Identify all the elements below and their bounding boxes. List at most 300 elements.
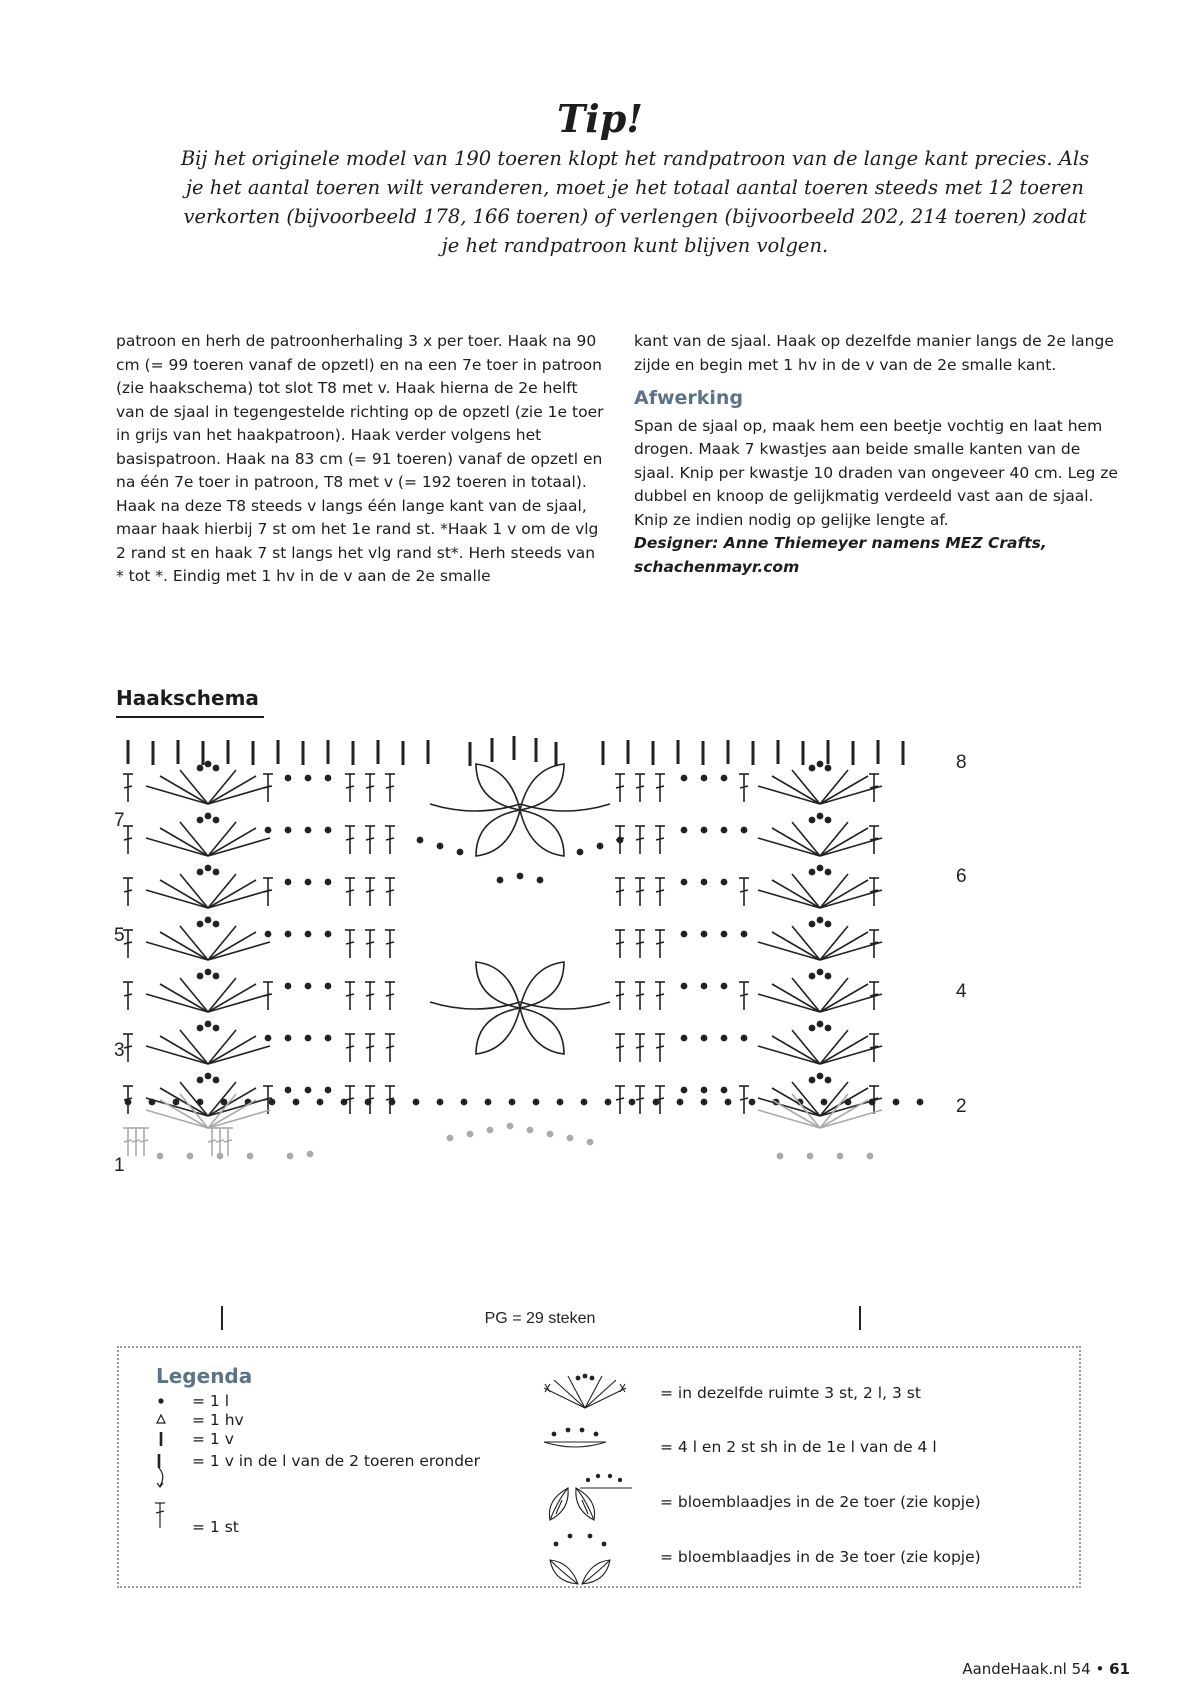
double-crochet-symbol [386, 1046, 394, 1048]
chain-symbol [817, 865, 824, 872]
chain-symbol [837, 1153, 844, 1160]
double-crochet-symbol [616, 994, 624, 996]
shell-symbol [792, 978, 820, 1012]
right-column-text: kant van de sjaal. Haak op dezelfde manier langs de 2e lange zijde en begin met 1 hv in de v van de 2e smalle kant. [634, 332, 1114, 374]
chain-symbol [317, 1099, 324, 1106]
shell-symbol [208, 776, 256, 804]
shell-symbol [820, 994, 882, 1012]
shell-symbol [772, 880, 820, 908]
petal-symbol [430, 1002, 520, 1009]
chain-symbol [213, 1025, 220, 1032]
row-label-5: 5 [114, 925, 125, 946]
double-crochet-symbol [208, 1140, 216, 1142]
shell-symbol [208, 838, 270, 856]
double-crochet-symbol [366, 838, 374, 840]
shell-symbol [820, 1036, 868, 1064]
tip-text: Bij het originele model van 190 toeren klopt het randpatroon van de lange kant precies. Als je het aantal toeren wilt veranderen, moet je het totaal aantal toeren steeds met 12 toeren verkorten (bijvoorbeeld 178, 166 toeren) of verlengen (bijvoorbeeld 202, 214 toeren) zodat je het randpatroon kunt blijven volgen. [180, 147, 1090, 257]
chain-symbol [725, 1099, 732, 1106]
chain-symbol [817, 969, 824, 976]
chain-symbol [825, 869, 832, 876]
shell-symbol [180, 978, 208, 1012]
right-column [634, 330, 1124, 579]
legend-item-petals-row3: = bloemblaadjes in de 3e toer (zie kopje) [660, 1548, 981, 1566]
chain-symbol [293, 1099, 300, 1106]
shell-symbol [160, 828, 208, 856]
chain-symbol [285, 1087, 292, 1094]
shell-symbol [820, 822, 848, 856]
shell-symbol [820, 770, 848, 804]
double-crochet-symbol [636, 994, 644, 996]
legend-item-slip-stitch: = 1 hv [192, 1411, 244, 1429]
shell-symbol [820, 1046, 882, 1064]
shell-symbol [180, 874, 208, 908]
double-crochet-symbol [740, 890, 748, 892]
diagram-title: Haakschema [116, 686, 264, 718]
shell-symbol [160, 1036, 208, 1064]
shell-symbol [820, 1030, 848, 1064]
chain-symbol [213, 869, 220, 876]
chain-symbol [721, 879, 728, 886]
shell-symbol [146, 942, 208, 960]
magazine-name: AandeHaak.nl 54 [962, 1660, 1091, 1678]
double-crochet-symbol [386, 994, 394, 996]
chain-symbol [417, 837, 424, 844]
chain-symbol [305, 775, 312, 782]
chain-symbol [205, 917, 212, 924]
chain-symbol [305, 827, 312, 834]
chain-symbol [721, 775, 728, 782]
chain-symbol [325, 827, 332, 834]
chain-symbol [205, 865, 212, 872]
double-crochet-symbol [616, 786, 624, 788]
chain-symbol [205, 813, 212, 820]
chain-symbol [587, 1139, 594, 1146]
double-crochet-symbol [346, 890, 354, 892]
petal-symbol [430, 804, 520, 811]
slip-stitch-icon [154, 1412, 168, 1426]
chain-symbol [287, 1153, 294, 1160]
shell-symbol [792, 822, 820, 856]
chain-symbol [213, 921, 220, 928]
double-crochet-symbol [366, 786, 374, 788]
shell-symbol [208, 874, 236, 908]
chain-symbol [197, 1099, 204, 1106]
double-crochet-symbol [386, 838, 394, 840]
shell-symbol [146, 786, 208, 804]
chain-symbol [461, 1099, 468, 1106]
shell-symbol [792, 874, 820, 908]
shell-symbol [208, 828, 256, 856]
chain-symbol [217, 1153, 224, 1160]
chain-symbol [325, 983, 332, 990]
double-crochet-symbol [386, 890, 394, 892]
double-crochet-symbol [124, 786, 132, 788]
shell-symbol [820, 984, 868, 1012]
long-single-crochet-icon [152, 1452, 174, 1490]
chain-symbol [825, 973, 832, 980]
chain-symbol [741, 931, 748, 938]
double-crochet-symbol [124, 838, 132, 840]
chain-symbol [681, 879, 688, 886]
chain-symbol [437, 843, 444, 850]
chain-symbol [597, 843, 604, 850]
shell-symbol [146, 994, 208, 1012]
chain-symbol [285, 931, 292, 938]
shell-symbol [820, 932, 868, 960]
chain-symbol [487, 1127, 494, 1134]
chain-symbol [821, 1099, 828, 1106]
left-column-text: patroon en herh de patroonherhaling 3 x per toer. Haak na 90 cm (= 99 toeren vanaf de opzetl) en na een 7e toer in patroon (zie haakschema) tot slot T8 met v. Haak hierna de 2e helft van de sjaal in tegengestelde richting op de opzetl (zie 1e toer in grijs van het haakpatroon). Haak verder volgens het basispatroon. Haak na 83 cm (= 91 toeren) vanaf de opzetl en na één 7e toer in patroon, T8 met v (= 192 toeren in totaal). Haak na deze T8 steeds v langs één lange kant van de sjaal, maar haak hierbij 7 st om het 1e rand st. *Haak 1 v om de vlg 2 rand st en haak 7 st langs het vlg rand st*. Herh steeds van * tot *. Eindig met 1 hv in de v aan de 2e smalle [116, 332, 604, 585]
chain-symbol [701, 827, 708, 834]
tip-title: Tip! [557, 96, 643, 141]
chain-symbol [917, 1099, 924, 1106]
row-label-3: 3 [114, 1040, 125, 1061]
double-crochet-symbol [366, 1046, 374, 1048]
legend-item-chain-group: = 4 l en 2 st sh in de 1e l van de 4 l [660, 1438, 937, 1456]
left-column [116, 330, 606, 589]
chain-symbol [721, 1035, 728, 1042]
double-crochet-symbol [366, 890, 374, 892]
shell-symbol [820, 880, 868, 908]
chain-symbol [205, 1021, 212, 1028]
shell-icon [540, 1372, 630, 1412]
chain-symbol [187, 1153, 194, 1160]
chain-symbol [413, 1099, 420, 1106]
row-label-4: 4 [956, 981, 967, 1002]
chain-group-icon [540, 1426, 610, 1452]
petal-symbol [520, 1002, 610, 1009]
double-crochet-symbol [616, 1046, 624, 1048]
chain-symbol [341, 1099, 348, 1106]
chain-symbol [265, 931, 272, 938]
chain-symbol [681, 775, 688, 782]
shell-symbol [208, 822, 236, 856]
petal-symbol [476, 810, 520, 856]
page-number: 61 [1109, 1660, 1130, 1678]
shell-symbol [208, 1046, 270, 1064]
double-crochet-symbol [386, 786, 394, 788]
chain-symbol [265, 1035, 272, 1042]
chain-symbol [741, 827, 748, 834]
legend-title: Legenda [156, 1364, 253, 1388]
double-crochet-symbol [264, 786, 272, 788]
chain-symbol [721, 983, 728, 990]
chain-symbol [305, 983, 312, 990]
shell-symbol [180, 926, 208, 960]
chain-symbol [547, 1131, 554, 1138]
chain-symbol [269, 1099, 276, 1106]
petal-symbol [520, 1008, 564, 1054]
petal-symbol [520, 810, 564, 856]
chain-symbol [149, 1099, 156, 1106]
chain-symbol [557, 1099, 564, 1106]
shell-symbol [792, 926, 820, 960]
double-crochet-symbol [346, 838, 354, 840]
shell-symbol [792, 770, 820, 804]
chain-symbol [197, 921, 204, 928]
shell-symbol [758, 1046, 820, 1064]
page-footer [962, 1660, 1130, 1678]
chain-symbol [681, 1035, 688, 1042]
shell-symbol [208, 994, 270, 1012]
shell-symbol [772, 984, 820, 1012]
double-crochet-symbol [636, 942, 644, 944]
chain-symbol [485, 1099, 492, 1106]
chain-symbol [305, 1087, 312, 1094]
chain-symbol [809, 869, 816, 876]
row-label-6: 6 [956, 866, 967, 887]
chain-symbol [653, 1099, 660, 1106]
chain-symbol [213, 1077, 220, 1084]
shell-symbol [208, 880, 256, 908]
chain-symbol [285, 1035, 292, 1042]
chain-symbol [457, 849, 464, 856]
chain-symbol [509, 1099, 516, 1106]
petal-symbol [476, 764, 520, 810]
double-crochet-symbol [264, 890, 272, 892]
double-crochet-symbol [264, 994, 272, 996]
chain-symbol [527, 1127, 534, 1134]
chain-symbol [809, 921, 816, 928]
chain-symbol [867, 1153, 874, 1160]
chain-symbol [533, 1099, 540, 1106]
chain-symbol [537, 877, 544, 884]
petal-symbol [520, 764, 564, 810]
shell-symbol [758, 994, 820, 1012]
chain-symbol [741, 1035, 748, 1042]
double-crochet-symbol [346, 786, 354, 788]
chain-symbol [825, 921, 832, 928]
chain-symbol [809, 817, 816, 824]
chain-symbol [285, 775, 292, 782]
shell-symbol [208, 942, 270, 960]
chain-symbol [197, 817, 204, 824]
chain-symbol [305, 931, 312, 938]
legend-item-chain: = 1 l [192, 1392, 230, 1410]
chain-symbol [629, 1099, 636, 1106]
chain-symbol [285, 879, 292, 886]
shell-symbol [208, 978, 236, 1012]
shell-symbol [208, 984, 256, 1012]
shell-symbol [758, 838, 820, 856]
double-crochet-symbol [616, 942, 624, 944]
row-label-2: 2 [956, 1096, 967, 1117]
shell-symbol [146, 890, 208, 908]
shell-symbol [758, 942, 820, 960]
chain-symbol [809, 1025, 816, 1032]
chain-symbol [325, 1035, 332, 1042]
chain-symbol [681, 931, 688, 938]
chain-symbol [681, 827, 688, 834]
chain-symbol [825, 765, 832, 772]
chain-symbol [325, 1087, 332, 1094]
chain-symbol [701, 1099, 708, 1106]
shell-symbol [146, 1046, 208, 1064]
petal-symbol [520, 804, 610, 811]
double-crochet-symbol [132, 1140, 140, 1142]
double-crochet-symbol [656, 994, 664, 996]
double-crochet-symbol [386, 942, 394, 944]
legend-item-shell: = in dezelfde ruimte 3 st, 2 l, 3 st [660, 1384, 921, 1402]
double-crochet-symbol [224, 1140, 232, 1142]
chain-symbol [825, 1077, 832, 1084]
shell-symbol [772, 932, 820, 960]
chain-symbol [701, 775, 708, 782]
double-crochet-symbol [216, 1140, 224, 1142]
row-label-1: 1 [114, 1155, 125, 1176]
chain-symbol [809, 1077, 816, 1084]
shell-symbol [160, 984, 208, 1012]
shell-symbol [208, 932, 256, 960]
double-crochet-symbol [616, 1098, 624, 1100]
legend-item-double-crochet: = 1 st [192, 1518, 239, 1536]
double-crochet-symbol [656, 890, 664, 892]
row-label-8: 8 [956, 752, 967, 773]
chain-symbol [825, 817, 832, 824]
repeat-label: PG = 29 steken [484, 1310, 596, 1327]
shell-symbol [208, 1036, 256, 1064]
chain-symbol [265, 827, 272, 834]
chain-symbol [817, 1021, 824, 1028]
legend-item-single-crochet: = 1 v [192, 1430, 234, 1448]
chain-symbol [197, 1025, 204, 1032]
chain-symbol [701, 931, 708, 938]
double-crochet-symbol [636, 1098, 644, 1100]
shell-symbol [160, 932, 208, 960]
crochet-chart [100, 730, 980, 1330]
shell-symbol [758, 890, 820, 908]
chain-symbol [173, 1099, 180, 1106]
chain-symbol [701, 1035, 708, 1042]
footer-bullet: • [1095, 1660, 1105, 1678]
chain-symbol [817, 761, 824, 768]
double-crochet-symbol [346, 1046, 354, 1048]
petal-symbol [520, 962, 564, 1008]
double-crochet-symbol [636, 890, 644, 892]
double-crochet-symbol [656, 786, 664, 788]
chain-symbol [205, 1073, 212, 1080]
petal-symbol [476, 962, 520, 1008]
chain-symbol [389, 1099, 396, 1106]
chain-symbol [213, 765, 220, 772]
chain-symbol [197, 869, 204, 876]
double-crochet-symbol [656, 942, 664, 944]
chain-symbol [581, 1099, 588, 1106]
chain-symbol [809, 973, 816, 980]
chain-symbol [605, 1099, 612, 1106]
chain-symbol [809, 765, 816, 772]
chain-symbol [467, 1131, 474, 1138]
shell-symbol [180, 770, 208, 804]
chain-symbol [869, 1099, 876, 1106]
chain-symbol [721, 1087, 728, 1094]
double-crochet-symbol [740, 994, 748, 996]
chain-symbol [285, 983, 292, 990]
chain-symbol [577, 849, 584, 856]
double-crochet-symbol [656, 1046, 664, 1048]
chain-symbol [701, 983, 708, 990]
shell-symbol [772, 776, 820, 804]
double-crochet-symbol [636, 1046, 644, 1048]
chain-symbol [221, 1099, 228, 1106]
chain-symbol [213, 817, 220, 824]
double-crochet-symbol [616, 890, 624, 892]
chain-symbol [807, 1153, 814, 1160]
chain-symbol [305, 879, 312, 886]
chain-symbol [285, 827, 292, 834]
chain-symbol [447, 1135, 454, 1142]
afwerking-text: Span de sjaal op, maak hem een beetje vochtig en laat hem drogen. Maak 7 kwastjes aan beide smalle kanten van de sjaal. Knip per kwastje 10 draden van ongeveer 40 cm. Leg ze dubbel en knoop de gelijkmatig verdeeld vast aan de sjaal. Knip ze indien nodig op gelijke lengte af. [634, 416, 1118, 529]
chain-symbol [567, 1135, 574, 1142]
double-crochet-symbol [346, 994, 354, 996]
chain-symbol [777, 1153, 784, 1160]
shell-symbol [820, 828, 868, 856]
single-crochet-icon [154, 1430, 168, 1448]
chain-symbol [701, 879, 708, 886]
shell-symbol [208, 926, 236, 960]
double-crochet-symbol [346, 1098, 354, 1100]
double-crochet-symbol [124, 994, 132, 996]
chain-symbol [825, 1025, 832, 1032]
chain-symbol [701, 1087, 708, 1094]
shell-symbol [160, 776, 208, 804]
shell-symbol [820, 942, 882, 960]
shell-symbol [820, 926, 848, 960]
double-crochet-symbol [740, 786, 748, 788]
shell-symbol [820, 874, 848, 908]
shell-symbol [820, 978, 848, 1012]
afwerking-heading: Afwerking [634, 387, 744, 409]
shell-symbol [208, 770, 236, 804]
designer-credit: Designer: Anne Thiemeyer namens MEZ Crafts, schachenmayr.com [634, 534, 1047, 576]
chain-symbol [213, 973, 220, 980]
shell-symbol [792, 1030, 820, 1064]
chain-symbol [817, 1073, 824, 1080]
chain-symbol [721, 827, 728, 834]
chain-symbol [845, 1099, 852, 1106]
double-crochet-symbol [366, 994, 374, 996]
shell-symbol [772, 1036, 820, 1064]
chain-symbol [125, 1099, 132, 1106]
shell-symbol [146, 838, 208, 856]
chain-symbol [617, 837, 624, 844]
double-crochet-icon [150, 1500, 170, 1530]
legend-item-petals-row2: = bloemblaadjes in de 2e toer (zie kopje) [660, 1493, 981, 1511]
double-crochet-symbol [740, 1098, 748, 1100]
chain-symbol [893, 1099, 900, 1106]
chain-symbol [197, 1077, 204, 1084]
chain-symbol [817, 917, 824, 924]
chain-symbol [157, 1153, 164, 1160]
petals-row3-icon [540, 1526, 620, 1590]
double-crochet-symbol [124, 942, 132, 944]
chain-icon [154, 1394, 168, 1408]
shell-symbol [820, 838, 882, 856]
shell-symbol [180, 822, 208, 856]
chain-symbol [325, 931, 332, 938]
chain-symbol [721, 931, 728, 938]
chain-symbol [205, 761, 212, 768]
shell-symbol [208, 1030, 236, 1064]
shell-symbol [820, 776, 868, 804]
chain-symbol [517, 873, 524, 880]
double-crochet-symbol [366, 942, 374, 944]
chain-symbol [197, 973, 204, 980]
shell-symbol [772, 828, 820, 856]
shell-symbol [208, 786, 270, 804]
double-crochet-symbol [124, 1140, 132, 1142]
double-crochet-symbol [124, 890, 132, 892]
